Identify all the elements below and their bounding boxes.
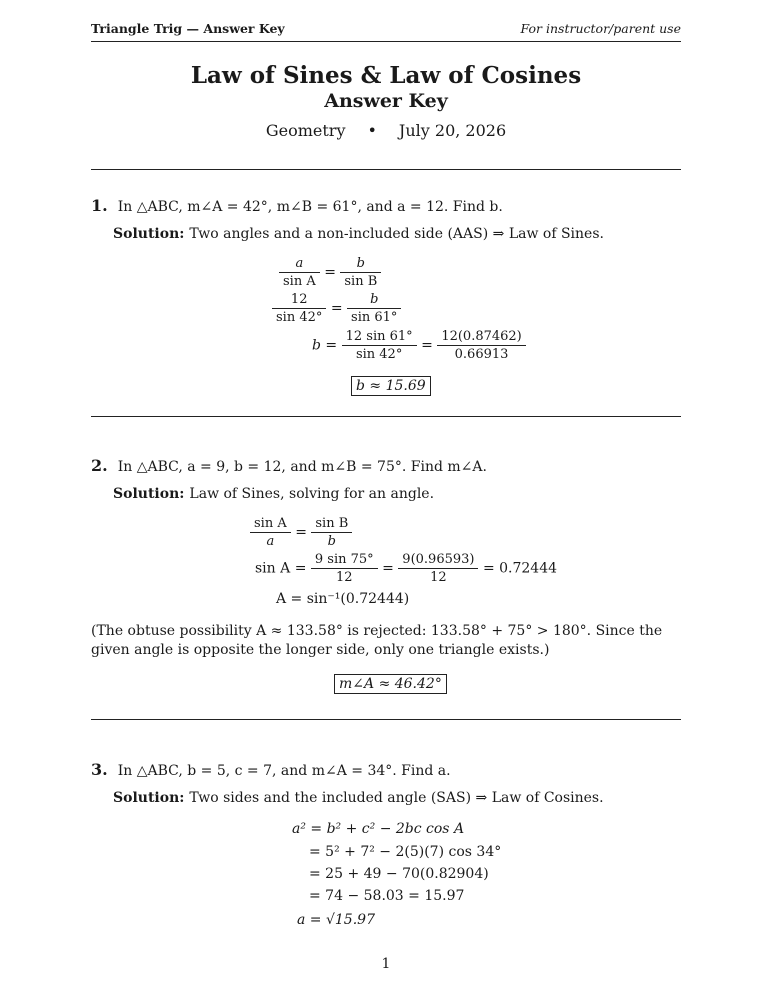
problem-number: 1. <box>91 196 108 215</box>
numerator: 9 sin 75° <box>311 551 378 569</box>
fraction <box>340 255 381 290</box>
numerator: a <box>279 255 320 273</box>
question-text: In △ABC, m∠A = 42°, m∠B = 61°, and a = 12. Find b. <box>117 199 503 215</box>
equation-line: b = $\frac{12 \sin 61^\circ}{\sin 42^\circ}$ = $\frac{12(0.87462)}{0.66913}$ <box>312 328 526 363</box>
denominator: a <box>266 534 275 549</box>
problem-2-question <box>91 456 691 475</box>
equation-line: a² = b² + c² − 2bc cos A <box>292 821 465 837</box>
problem-number: 2. <box>91 456 108 475</box>
problem-3-question <box>91 760 691 779</box>
denominator: sin B <box>344 274 378 289</box>
denominator: 12 <box>430 570 447 585</box>
numerator: 12(0.87462) <box>437 328 525 346</box>
solution-text: Two sides and the included angle (SAS) ⇒ Law of Cosines. <box>189 790 604 806</box>
solution-text: Two angles and a non-included side (AAS) ⇒ Law of Sines. <box>189 226 604 242</box>
question-text: In △ABC, a = 9, b = 12, and m∠B = 75°. Find m∠A. <box>117 459 487 475</box>
numerator: 9(0.96593) <box>398 551 478 569</box>
equation-rhs: = 0.72444 <box>482 560 558 577</box>
equation-line: a = √15.97 <box>297 912 375 928</box>
equation-line: = 25 + 49 − 70(0.82904) <box>309 866 489 882</box>
equation-lhs: sin A = <box>255 560 307 577</box>
equation-line: = 74 − 58.03 = 15.97 <box>309 888 465 904</box>
fraction <box>437 328 525 363</box>
running-header <box>91 21 681 42</box>
denominator: sin 61° <box>351 310 398 325</box>
course-date-line <box>0 121 772 140</box>
header-title: Triangle Trig — Answer Key <box>91 21 285 36</box>
page-number: 1 <box>381 956 391 972</box>
equation-line: $\frac{a}{\text{sin A}}$ = $\frac{b}{\text{sin B}}$ <box>279 255 381 290</box>
fraction <box>342 328 417 363</box>
page-title: Law of Sines & Law of Cosines <box>190 62 582 89</box>
course-name: Geometry <box>265 121 346 140</box>
numerator: b <box>347 291 401 309</box>
denominator: b <box>327 534 336 549</box>
solution-label: Solution: <box>113 486 185 502</box>
fraction <box>279 255 320 290</box>
problem-2-note: (The obtuse possibility A ≈ 133.58° is rejected: 133.58° + 75° > 180°. Since the given angle is opposite the longer side, only one triangle exists.) <box>91 623 663 658</box>
equation-line: A = sin⁻¹(0.72444) <box>276 591 410 607</box>
section-divider <box>91 416 681 417</box>
header-audience: For instructor/parent use <box>520 21 681 36</box>
denominator: sin A <box>283 274 316 289</box>
problem-1-question <box>91 196 691 215</box>
equation-line: sin A = $\frac{9 \sin 75^\circ}{12}$ = $\frac{9(0.96593)}{12}$ = 0.72444 <box>255 552 558 585</box>
numerator: 12 <box>272 291 326 309</box>
equation-line: $\frac{\text{sin A}}{a}$ = $\frac{\text{sin B}}{b}$ <box>250 515 352 550</box>
denominator: 0.66913 <box>454 347 509 362</box>
fraction <box>347 291 401 326</box>
solution-label: Solution: <box>113 226 185 242</box>
question-text: In △ABC, b = 5, c = 7, and m∠A = 34°. Find a. <box>117 763 451 779</box>
boxed-answer: b ≈ 15.69 <box>351 376 431 396</box>
solution-text: Law of Sines, solving for an angle. <box>189 486 435 502</box>
problem-number: 3. <box>91 760 108 779</box>
problem-1-solution <box>113 226 604 242</box>
problem-2-solution <box>113 486 434 502</box>
numerator: sin A <box>250 515 291 533</box>
fraction <box>398 551 478 586</box>
fraction <box>250 515 291 550</box>
numerator: b <box>340 255 381 273</box>
separator-dot: • <box>367 121 377 140</box>
section-divider <box>91 719 681 720</box>
date: July 20, 2026 <box>398 121 507 140</box>
numerator: 12 sin 61° <box>342 328 417 346</box>
denominator: sin 42° <box>355 347 403 362</box>
fraction <box>311 515 352 550</box>
equation-line: $\frac{12}{\sin 42^\circ}$ = $\frac{b}{\sin 61^\circ}$ <box>272 291 401 326</box>
numerator: sin B <box>311 515 352 533</box>
boxed-answer: m∠A ≈ 46.42° <box>334 674 447 694</box>
problem-3-solution <box>113 790 604 806</box>
denominator: 12 <box>335 570 353 585</box>
equation-line: = 5² + 7² − 2(5)(7) cos 34° <box>309 844 502 860</box>
section-divider <box>91 169 681 170</box>
denominator: sin 42° <box>276 310 323 325</box>
fraction <box>311 551 378 586</box>
equation-lhs: b = <box>312 337 338 354</box>
solution-label: Solution: <box>113 790 185 806</box>
page-subtitle: Answer Key <box>324 90 448 112</box>
fraction <box>272 291 326 326</box>
